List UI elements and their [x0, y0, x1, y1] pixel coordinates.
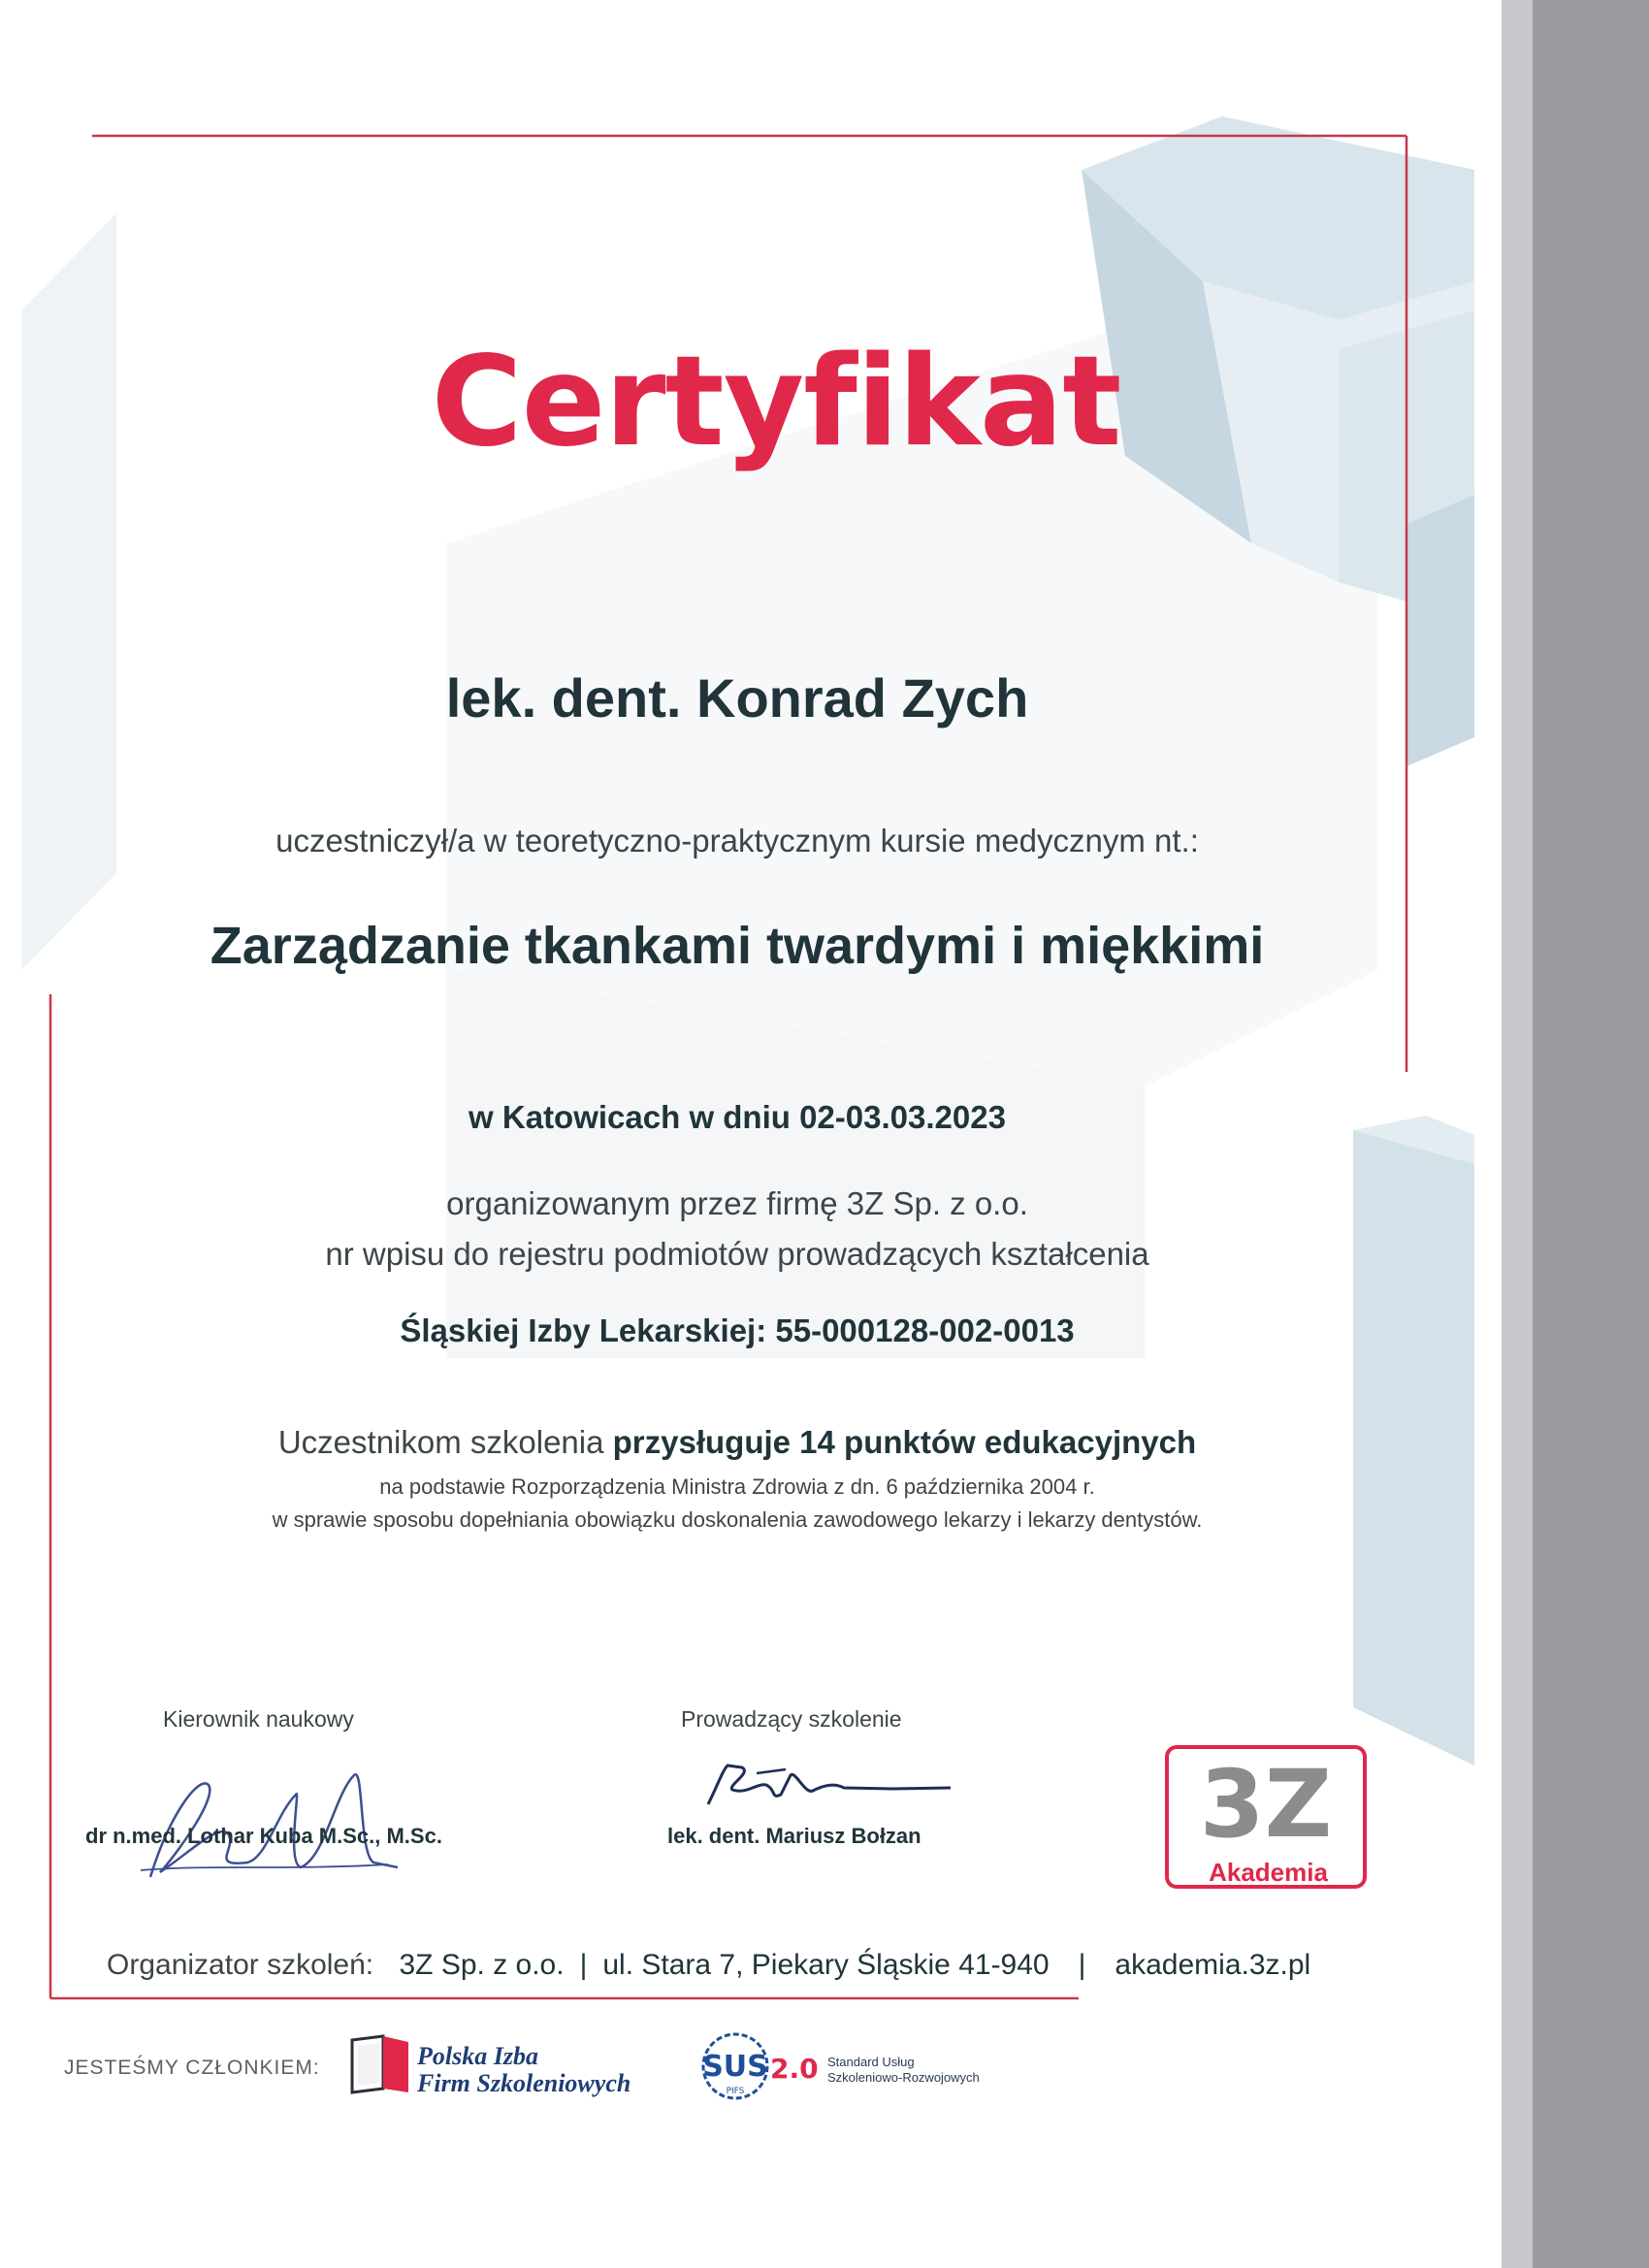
organized-by-text: organizowanym przez firmę 3Z Sp. z o.o. — [446, 1185, 1028, 1221]
footer-address: ul. Stara 7, Piekary Śląskie 41-940 — [602, 1949, 1050, 1981]
register-line-text: nr wpisu do rejestru podmiotów prowadzących kształcenia — [325, 1236, 1149, 1272]
sus-line-2: Szkoleniowo-Rozwojowych — [827, 2070, 980, 2085]
law-reference — [146, 1471, 1329, 1537]
right-signatory-role: Prowadzący szkolenie — [681, 1706, 902, 1732]
points-prefix: Uczestnikom szkolenia — [277, 1424, 604, 1460]
membership-label: JESTEŚMY CZŁONKIEM: — [64, 2057, 320, 2079]
points-line — [146, 1421, 1329, 1464]
points-value: przysługuje 14 punktów edukacyjnych — [612, 1424, 1197, 1460]
pifs-line-2: Firm Szkoleniowych — [417, 2069, 631, 2097]
place-date: w Katowicach w dniu 02-03.03.2023 — [469, 1099, 1006, 1135]
law-line-1: na podstawie Rozporządzenia Ministra Zdrowia z dn. 6 października 2004 r. — [379, 1474, 1095, 1499]
participation-text: uczestniczył/a w teoretyczno-praktycznym kursie medycznym nt.: — [275, 823, 1199, 859]
sus-sub: PIFS — [726, 2087, 745, 2096]
participant-name: lek. dent. Konrad Zych — [445, 667, 1029, 729]
right-signature-image — [698, 1756, 970, 1824]
sus-logo — [698, 2029, 829, 2103]
course-title: Zarządzanie tkankami twardymi i miękkimi — [210, 917, 1265, 975]
footer-company: 3Z Sp. z o.o. — [399, 1949, 565, 1981]
certificate-title: Certyfikat — [431, 330, 1121, 474]
logo-label: Akademia — [1209, 1858, 1328, 1887]
cube-left-face — [21, 213, 116, 970]
footer-label: Organizator szkoleń: — [107, 1949, 374, 1981]
sus-version: 2.0 — [770, 2053, 819, 2085]
right-signatory-name: lek. dent. Mariusz Bołzan — [667, 1824, 922, 1848]
pifs-line-1: Polska Izba — [417, 2042, 538, 2070]
organizer-block — [194, 1179, 1280, 1280]
cube-edge-face — [1406, 495, 1474, 766]
sus-line-1: Standard Usług — [827, 2055, 915, 2069]
footer-organizer — [107, 1946, 1368, 1985]
pifs-logo-icon — [344, 2032, 414, 2100]
footer-separator: | — [1078, 1949, 1086, 1981]
sus-mark: SUS — [702, 2050, 768, 2084]
law-line-2: w sprawie sposobu dopełniania obowiązku doskonalenia zawodowego lekarzy i lekarzy dentystów. — [272, 1507, 1203, 1532]
sus-text — [827, 2055, 980, 2086]
scan-edge-shadow — [1531, 0, 1649, 2268]
pifs-logo-text — [417, 2043, 630, 2097]
left-signatory-name: dr n.med. Lothar Kuba M.Sc., M.Sc. — [85, 1824, 442, 1848]
scan-edge-highlight — [1502, 0, 1533, 2268]
footer-separator: | — [579, 1949, 588, 1981]
footer-website: akademia.3z.pl — [1115, 1949, 1311, 1981]
left-signatory-role: Kierownik naukowy — [163, 1706, 354, 1732]
register-number: Śląskiej Izby Lekarskiej: 55-000128-002-0013 — [400, 1312, 1075, 1348]
cube-lower-face — [1353, 1130, 1474, 1766]
logo-mark: 3Z — [1199, 1750, 1333, 1859]
